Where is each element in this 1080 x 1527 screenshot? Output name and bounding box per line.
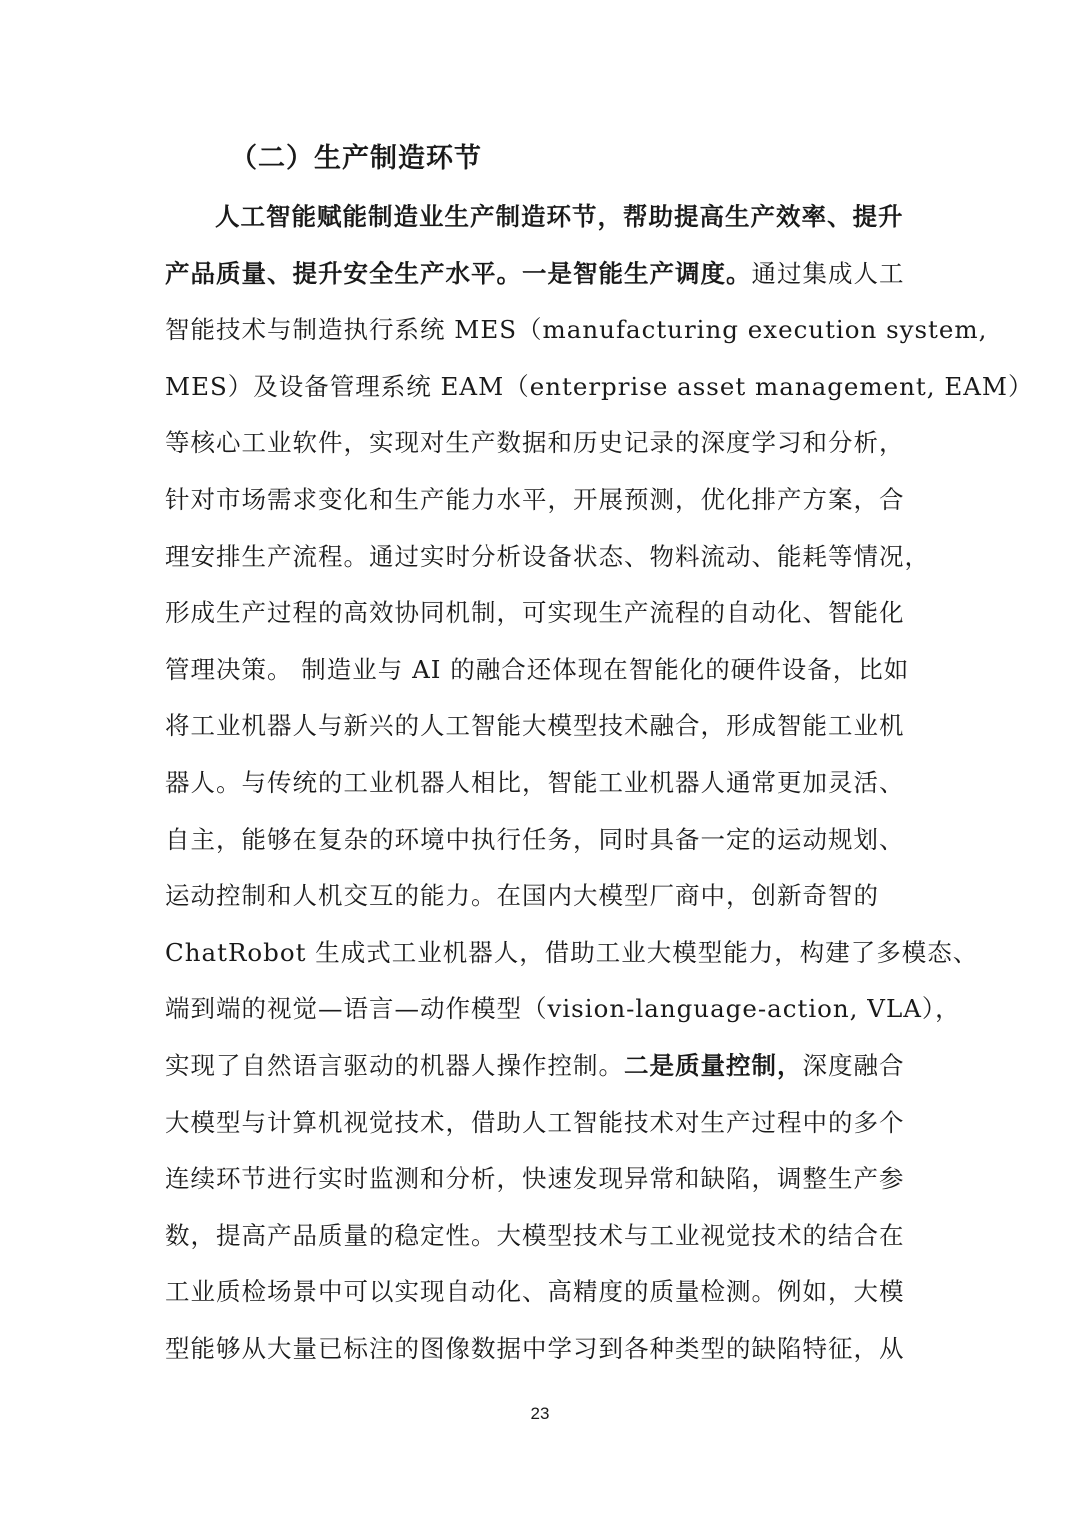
text-line: [165, 876, 879, 916]
text-line: [165, 650, 909, 690]
text-run: 理安排生产流程。通过实时分析设备状态、物料流动、能耗等情况，: [165, 542, 930, 571]
text-run: 连续环节进行实时监测和分析，快速发现异常和缺陷，调整生产参: [165, 1164, 905, 1193]
text-run: 大模型与计算机视觉技术，借助人工智能技术对生产过程中的多个: [165, 1108, 905, 1137]
text-line: [215, 197, 904, 237]
text-line: [165, 933, 978, 973]
text-line: [165, 310, 987, 350]
text-run: 自主，能够在复杂的环境中执行任务，同时具备一定的运动规划、: [165, 825, 905, 854]
bold-text-run: 产品质量、提升安全生产水平。一是智能生产调度。: [165, 259, 752, 288]
section-heading: （二）生产制造环节: [230, 143, 482, 174]
text-line: [165, 706, 905, 746]
text-line: [165, 480, 905, 520]
text-line: [165, 989, 961, 1029]
text-run: 等核心工业软件，实现对生产数据和历史记录的深度学习和分析，: [165, 428, 905, 457]
text-run: 管理决策。 制造业与 AI 的融合还体现在智能化的硬件设备，比如: [165, 655, 910, 684]
text-run: MES）及设备管理系统 EAM（enterprise asset management, EAM）: [165, 372, 1034, 401]
text-line: [165, 1329, 905, 1369]
text-run: 工业质检场景中可以实现自动化、高精度的质量检测。例如，大模: [165, 1277, 905, 1306]
text-line: [165, 537, 930, 577]
text-run: 形成生产过程的高效协同机制，可实现生产流程的自动化、智能化: [165, 598, 905, 627]
text-run: 器人。与传统的工业机器人相比，智能工业机器人通常更加灵活、: [165, 768, 905, 797]
text-line: [165, 254, 905, 294]
text-run: 通过集成人工: [751, 259, 905, 288]
text-line: [165, 1046, 905, 1086]
bold-text-run: 人工智能赋能制造业生产制造环节，帮助提高生产效率、提升: [215, 202, 904, 231]
text-run: 针对市场需求变化和生产能力水平，开展预测，优化排产方案，合: [165, 485, 905, 514]
text-line: [165, 367, 1034, 407]
text-run: ChatRobot 生成式工业机器人，借助工业大模型能力，构建了多模态、: [165, 938, 979, 967]
text-line: [165, 1103, 905, 1143]
text-line: [165, 763, 905, 803]
text-line: [165, 593, 905, 633]
bold-text-run: 二是质量控制，: [624, 1051, 803, 1080]
text-run: 智能技术与制造执行系统 MES（manufacturing execution system,: [165, 315, 988, 344]
text-run: 运动控制和人机交互的能力。在国内大模型厂商中，创新奇智的: [165, 881, 879, 910]
text-run: 深度融合: [802, 1051, 905, 1080]
text-run: 端到端的视觉—语言—动作模型（vision-language-action, VLA），: [165, 994, 961, 1023]
text-run: 数，提高产品质量的稳定性。大模型技术与工业视觉技术的结合在: [165, 1221, 905, 1250]
text-line: [165, 1272, 905, 1312]
text-run: 实现了自然语言驱动的机器人操作控制。: [165, 1051, 624, 1080]
text-run: 型能够从大量已标注的图像数据中学习到各种类型的缺陷特征，从: [165, 1334, 905, 1363]
text-line: [165, 820, 905, 860]
text-line: [165, 423, 905, 463]
page-number: 23: [530, 1404, 550, 1423]
text-line: [165, 1159, 905, 1199]
text-line: [165, 1216, 905, 1256]
text-run: 将工业机器人与新兴的人工智能大模型技术融合，形成智能工业机: [165, 711, 905, 740]
